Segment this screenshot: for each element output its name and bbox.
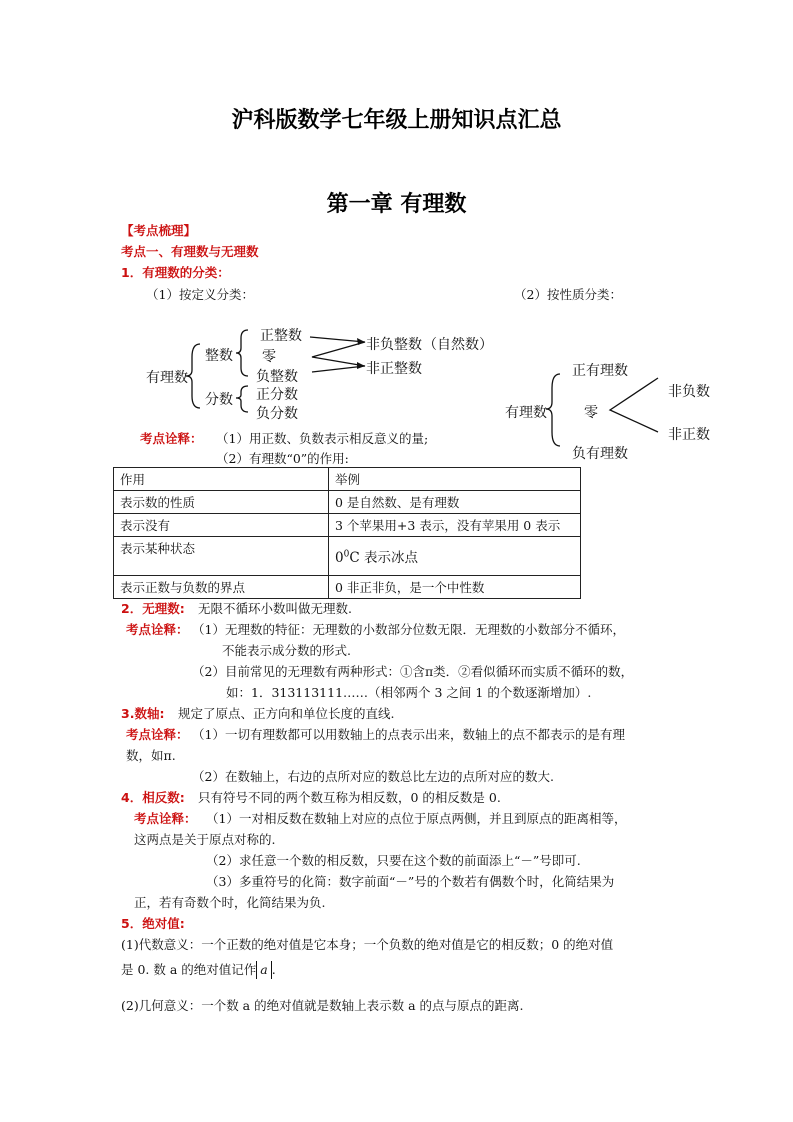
table-cell: 3 个苹果用+3 表示，没有苹果用 0 表示 [329, 514, 581, 537]
sub5-line2 [121, 960, 276, 979]
prop-negative: 负有理数 [572, 446, 628, 462]
classify-def-label: （1）按定义分类： [146, 287, 254, 302]
sub4-note-line5: 正，若有奇数个时，化简结果为负. [134, 895, 326, 910]
prop-root: 有理数 [505, 405, 547, 421]
prop-nonnegative: 非负数 [668, 384, 710, 400]
sub3-text: 规定了原点、正方向和单位长度的直线. [178, 706, 395, 721]
prop-nonpositive: 非正数 [668, 427, 710, 443]
table-header-cell: 作用 [114, 468, 329, 491]
note1-line1: （1）用正数、负数表示相反意义的量; [216, 431, 429, 446]
table-cell: 表示正数与负数的界点 [114, 576, 329, 599]
prop-positive: 正有理数 [572, 363, 628, 379]
prop-zero: 零 [584, 405, 598, 421]
sub2-note-line3: （2）目前常见的无理数有两种形式：①含π类．②看似循环而实质不循环的数， [192, 664, 634, 679]
sub4-note-line3: （2）求任意一个数的相反数，只要在这个数的前面添上“－”号即可. [206, 853, 581, 868]
point1-heading: 考点一、有理数与无理数 [121, 244, 259, 259]
table-cell: 0 是自然数、是有理数 [329, 491, 581, 514]
zero-role-table [113, 467, 581, 599]
sub2-note-line2: 不能表示成分数的形式. [222, 643, 351, 658]
def-nonpositive-integer: 非正整数 [366, 361, 422, 377]
def-negative-fraction: 负分数 [256, 406, 298, 422]
state-superscript: 0 [343, 549, 350, 560]
sub5-heading: 5．绝对值: [121, 916, 185, 931]
sub5-line1: (1)代数意义：一个正数的绝对值是它本身；一个负数的绝对值是它的相反数；0 的绝对值 [121, 937, 614, 952]
sub3-note-line1: （1）一切有理数都可以用数轴上的点表示出来，数轴上的点不都表示的是有理 [192, 727, 625, 742]
state-text: C 表示冰点 [349, 550, 418, 566]
def-positive-fraction: 正分数 [256, 387, 298, 403]
sub4-note-line1: （1）一对相反数在数轴上对应的点位于原点两侧，并且到原点的距离相等， [206, 811, 627, 826]
table-cell: 表示数的性质 [114, 491, 329, 514]
table-cell: 表示某种状态 [114, 537, 329, 576]
note1-line2: （2）有理数“0”的作用: [216, 451, 349, 466]
document-title: 沪科版数学七年级上册知识点汇总 [231, 108, 562, 133]
note-label-3: 考点诠释： [126, 727, 189, 742]
table-cell: 表示没有 [114, 514, 329, 537]
table-row [114, 576, 581, 599]
def-negative-integer: 负整数 [256, 369, 298, 385]
sub2-note-line4: 如：1．313113111……（相邻两个 3 之间 1 的个数逐渐增加）. [226, 685, 592, 700]
def-root: 有理数 [146, 370, 188, 386]
chapter-title: 第一章 有理数 [326, 192, 467, 217]
absolute-value-notation: a [256, 961, 271, 979]
classify-prop-label: （2）按性质分类： [514, 287, 622, 302]
sub2-note-line1: （1）无理数的特征：无理数的小数部分位数无限．无理数的小数部分不循环， [192, 622, 625, 637]
table-cell [329, 537, 581, 576]
table-row [114, 537, 581, 576]
note-label-4: 考点诠释： [134, 811, 197, 826]
sub3-heading: 3.数轴: [121, 706, 165, 721]
sub5-line2-end: . [271, 962, 276, 977]
sub4-note-line2: 这两点是关于原点对称的. [134, 832, 276, 847]
note-label-1: 考点诠释： [140, 431, 203, 446]
note-label-2: 考点诠释： [126, 622, 189, 637]
table-cell: 0 非正非负，是一个中性数 [329, 576, 581, 599]
def-natural-note: （自然数） [423, 337, 493, 353]
sub2-heading: 2．无理数: [121, 601, 185, 616]
sub5-line2-text: 是 0. 数 a 的绝对值记作 [121, 962, 257, 977]
def-zero: 零 [262, 349, 276, 365]
def-positive-integer: 正整数 [260, 328, 302, 344]
sub1-heading: 1．有理数的分类： [121, 265, 230, 280]
sub4-heading: 4．相反数: [121, 790, 185, 805]
sub3-note-line2: 数，如π. [126, 748, 176, 763]
table-header-row [114, 468, 581, 491]
sub4-note-line4: （3）多重符号的化简：数字前面“－”号的个数若有偶数个时，化简结果为 [206, 874, 615, 889]
sub5-line3: (2)几何意义：一个数 a 的绝对值就是数轴上表示数 a 的点与原点的距离. [121, 998, 524, 1013]
table-row [114, 491, 581, 514]
def-integer: 整数 [205, 348, 233, 364]
section-label: 【考点梳理】 [121, 223, 197, 238]
sub4-text: 只有符号不同的两个数互称为相反数，0 的相反数是 0. [198, 790, 501, 805]
table-header-cell: 举例 [329, 468, 581, 491]
sub2-text: 无限不循环小数叫做无理数. [198, 601, 352, 616]
table-row [114, 514, 581, 537]
sub3-note-line3: （2）在数轴上，右边的点所对应的数总比左边的点所对应的数大. [192, 769, 554, 784]
def-nonnegative-integer: 非负整数 [366, 337, 422, 353]
state-number: 0 [335, 550, 344, 566]
def-fraction: 分数 [205, 392, 233, 408]
